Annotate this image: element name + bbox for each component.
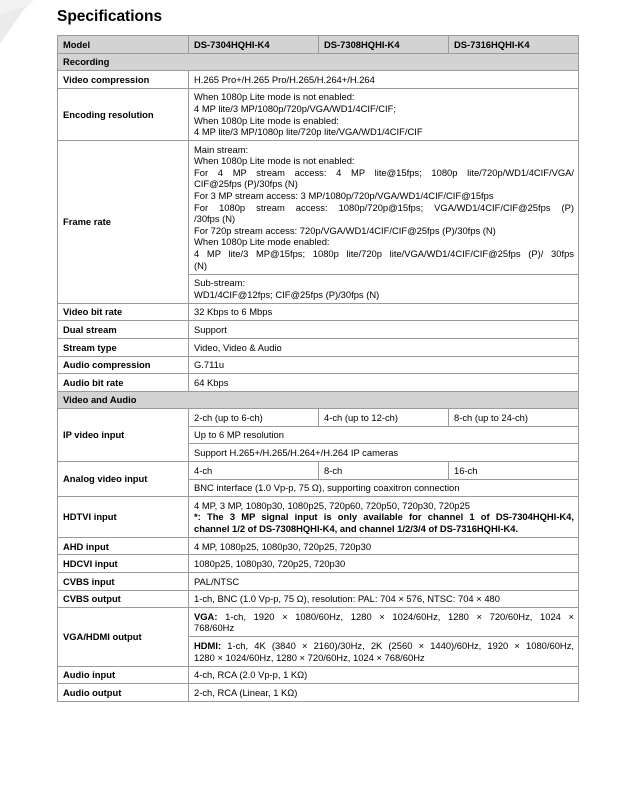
value-line: 768/60Hz: [194, 622, 235, 634]
row-label: Frame rate: [58, 141, 189, 304]
table-row: [58, 141, 579, 275]
section-heading: Video and Audio: [58, 391, 579, 409]
model-ds7304: DS-7304HQHI-K4: [189, 36, 319, 54]
row-value: 1-ch, BNC (1.0 Vp-p, 75 Ω), resolution: PAL: 704 × 576, NTSC: 704 × 480: [189, 590, 579, 608]
row-value-channel: 4-ch: [189, 461, 319, 479]
row-value: 64 Kbps: [189, 374, 579, 392]
page-title: Specifications: [57, 8, 163, 25]
row-value: PAL/NTSC: [189, 573, 579, 591]
value-line: When 1080p Lite mode is not enabled:: [194, 91, 355, 103]
row-value-vga: [189, 608, 579, 637]
table-row: [58, 461, 579, 479]
value-line: [194, 640, 574, 652]
model-label: Model: [58, 36, 189, 54]
value-line: 4 MP lite/3 MP@15fps; 1080p lite/720p lite/VGA/WD1/4CIF/CIF@25fps (P)/ 30fps: [194, 248, 574, 260]
row-value: Support: [189, 321, 579, 339]
row-value: H.265 Pro+/H.265 Pro/H.265/H.264+/H.264: [189, 71, 579, 89]
row-value: BNC interface (1.0 Vp-p, 75 Ω), supporting coaxitron connection: [189, 479, 579, 497]
row-value: [189, 88, 579, 140]
hdmi-label: HDMI:: [194, 639, 222, 651]
section-video-and-audio: [58, 391, 579, 409]
row-label: Encoding resolution: [58, 88, 189, 140]
value-line: When 1080p Lite mode enabled:: [194, 236, 330, 248]
row-value: Up to 6 MP resolution: [189, 426, 579, 444]
row-value: Video, Video & Audio: [189, 338, 579, 356]
row-value-channel: 2-ch (up to 6-ch): [189, 409, 319, 427]
table-row: [58, 537, 579, 555]
row-value-channel: 8-ch (up to 24-ch): [449, 409, 579, 427]
section-recording: [58, 53, 579, 71]
row-value: 32 Kbps to 6 Mbps: [189, 303, 579, 321]
model-header-row: [58, 36, 579, 54]
hdmi-value: 1-ch, 4K (3840 × 2160)/30Hz, 2K (2560 × 1440)/60Hz, 1920 × 1080/60Hz,: [227, 639, 574, 651]
value-line: 4 MP, 3 MP, 1080p30, 1080p25, 720p60, 720p50, 720p30, 720p25: [194, 499, 470, 511]
row-value: 1080p25, 1080p30, 720p25, 720p30: [189, 555, 579, 573]
row-value-sub-stream: [189, 274, 579, 303]
model-ds7316: DS-7316HQHI-K4: [449, 36, 579, 54]
row-label: Dual stream: [58, 321, 189, 339]
row-label: Video compression: [58, 71, 189, 89]
value-line: For 3 MP stream access: 3 MP/1080p/720p/VGA/WD1/4CIF/CIF@15fps: [194, 190, 494, 202]
value-line: Main stream:: [194, 143, 249, 155]
row-label: CVBS input: [58, 573, 189, 591]
table-row: [58, 88, 579, 140]
value-line: 4 MP lite/3 MP/1080p/720p/VGA/WD1/4CIF/CIF;: [194, 102, 396, 114]
row-label: Stream type: [58, 338, 189, 356]
value-line: When 1080p Lite mode is enabled:: [194, 114, 339, 126]
table-row: [58, 71, 579, 89]
note-line: channel 1/2 of DS-7308HQHI-K4, and channel 1/2/3/4 of DS-7316HQHI-K4.: [194, 522, 519, 534]
table-row: [58, 555, 579, 573]
table-row: [58, 374, 579, 392]
row-label: Video bit rate: [58, 303, 189, 321]
row-label: Audio compression: [58, 356, 189, 374]
value-line: 4 MP lite/3 MP/1080p lite/720p lite/VGA/WD1/4CIF/CIF: [194, 126, 423, 138]
value-line: For 720p stream access: 720p/VGA/WD1/4CIF/CIF@25fps (P)/30fps (N): [194, 224, 496, 236]
row-value-channel: 16-ch: [449, 461, 579, 479]
row-label: AHD input: [58, 537, 189, 555]
table-row: [58, 497, 579, 538]
table-row: [58, 666, 579, 684]
table-row: [58, 608, 579, 637]
row-value: G.711u: [189, 356, 579, 374]
decorative-corner-graphic: [0, 0, 60, 60]
row-value-hdmi: [189, 637, 579, 666]
row-value-channel: 4-ch (up to 12-ch): [319, 409, 449, 427]
row-value: 4 MP, 1080p25, 1080p30, 720p25, 720p30: [189, 537, 579, 555]
value-line: [194, 611, 574, 623]
row-label: Audio bit rate: [58, 374, 189, 392]
value-line: 1280 × 1024/60Hz, 1280 × 720/60Hz, 1024 × 768/60Hz: [194, 651, 425, 663]
row-value: 4-ch, RCA (2.0 Vp-p, 1 KΩ): [189, 666, 579, 684]
row-label: IP video input: [58, 409, 189, 462]
row-label: VGA/HDMI output: [58, 608, 189, 666]
table-row: [58, 684, 579, 702]
value-line: For 4 MP stream access: 4 MP lite@15fps; 1080p lite/720p/WD1/4CIF/VGA/: [194, 166, 574, 178]
value-line: (N): [194, 259, 208, 271]
row-label: CVBS output: [58, 590, 189, 608]
row-label: Audio output: [58, 684, 189, 702]
table-row: [58, 590, 579, 608]
row-label: Analog video input: [58, 461, 189, 496]
specifications-table: [57, 35, 579, 702]
value-line: WD1/4CIF@12fps; CIF@25fps (P)/30fps (N): [194, 288, 380, 300]
vga-label: VGA:: [194, 610, 218, 622]
row-value: Support H.265+/H.265/H.264+/H.264 IP cameras: [189, 444, 579, 462]
table-row: [58, 356, 579, 374]
table-row: [58, 573, 579, 591]
section-heading: Recording: [58, 53, 579, 71]
row-label: Audio input: [58, 666, 189, 684]
value-line: For 1080p stream access: 1080p/720p@15fps; VGA/WD1/4CIF/CIF@25fps (P): [194, 201, 574, 213]
value-line: When 1080p Lite mode is not enabled:: [194, 155, 355, 167]
value-line: Sub-stream:: [194, 277, 246, 289]
value-line: /30fps (N): [194, 213, 236, 225]
row-value-channel: 8-ch: [319, 461, 449, 479]
row-value-main-stream: [189, 141, 579, 275]
table-row: [58, 409, 579, 427]
table-row: [58, 321, 579, 339]
table-row: [58, 338, 579, 356]
note-line: *: The 3 MP signal input is only available for channel 1 of DS-7304HQHI-K4,: [194, 511, 574, 523]
row-label: HDCVI input: [58, 555, 189, 573]
table-row: [58, 303, 579, 321]
row-value: [189, 497, 579, 538]
model-ds7308: DS-7308HQHI-K4: [319, 36, 449, 54]
row-value: 2-ch, RCA (Linear, 1 KΩ): [189, 684, 579, 702]
value-line: CIF@25fps (P)/30fps (N): [194, 178, 298, 190]
vga-value: 1-ch, 1920 × 1080/60Hz, 1280 × 1024/60Hz, 1280 × 720/60Hz, 1024 ×: [225, 610, 574, 622]
row-label: HDTVI input: [58, 497, 189, 538]
